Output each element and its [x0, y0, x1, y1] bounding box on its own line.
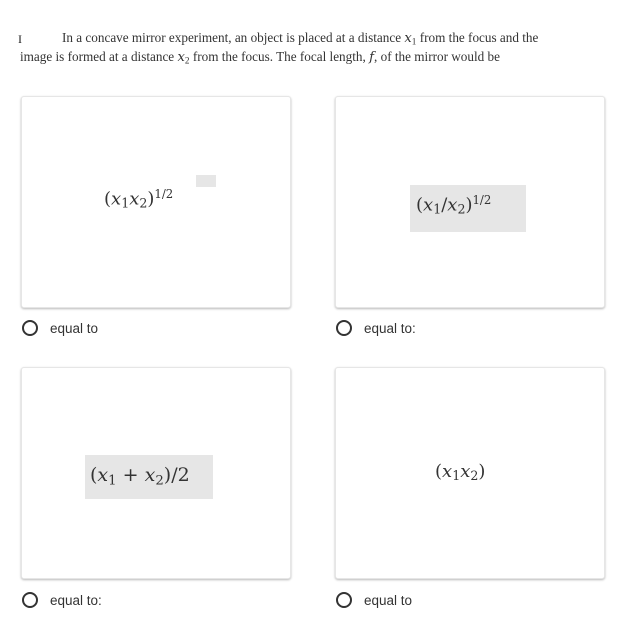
option-d[interactable] [336, 588, 412, 612]
option-c-expression: $(x_1 + x_2)/2$ [90, 464, 190, 489]
image-artifact [196, 175, 216, 187]
option-b-radio[interactable] [336, 320, 352, 336]
option-c-card[interactable] [21, 367, 291, 579]
option-d-card[interactable] [335, 367, 605, 579]
option-a[interactable] [22, 316, 98, 340]
question-text [0, 28, 624, 68]
question-number-marker: I [18, 32, 22, 46]
option-c-label: equal to: [50, 592, 102, 608]
option-b-expression: $(x_1/x_2)^{1/2}$ [416, 193, 492, 217]
option-a-card[interactable] [21, 96, 291, 308]
option-d-radio[interactable] [336, 592, 352, 608]
option-a-radio[interactable] [22, 320, 38, 336]
option-a-expression: $(x_1x_2)^{1/2}$ [104, 187, 174, 211]
option-c-radio[interactable] [22, 592, 38, 608]
option-c[interactable] [22, 588, 102, 612]
option-d-label: equal to [364, 592, 413, 608]
question-line-2: image is formed at a distance $x_2$ from the focus. The focal length, f, of the mirror would be [20, 49, 500, 66]
option-a-label: equal to [50, 320, 99, 336]
question-line-1: In a concave mirror experiment, an object is placed at a distance $x_1$ from the focus and the [62, 30, 539, 47]
option-b[interactable] [336, 316, 416, 340]
option-d-expression: $(x_1x_2)$ [435, 461, 486, 484]
option-b-card[interactable] [335, 96, 605, 308]
option-b-label: equal to: [364, 320, 416, 336]
